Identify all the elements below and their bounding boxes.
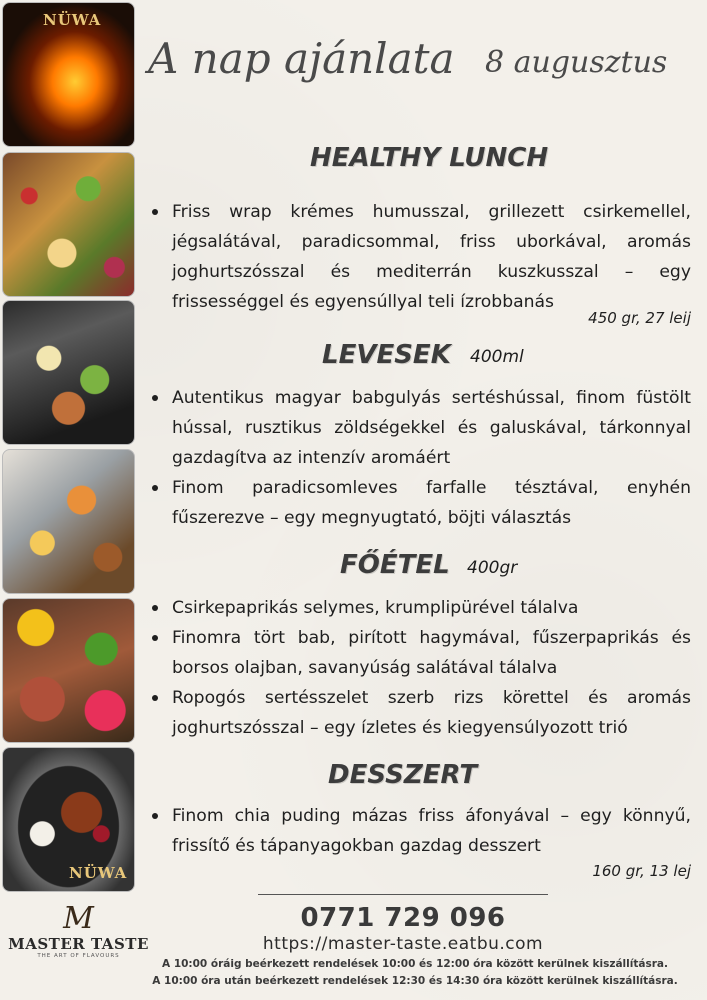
menu-date: 8 augusztus	[485, 45, 668, 80]
photo-flaming-pan	[2, 2, 135, 147]
list-item: Ropogós sertésszelet szerb rizs körettel és aromás joghurtszósszal – egy ízletes és kiegyensúlyozott trió	[150, 683, 691, 743]
brand-tagline: THE ART OF FLAVOURS	[37, 953, 120, 959]
soups-portion: 400ml	[470, 347, 524, 367]
menu-title: A nap ajánlata	[148, 34, 455, 83]
photo-dessert-box	[2, 747, 135, 892]
list-item: Finomra tört bab, pirított hagymával, fűszerpaprikás és borsos olajban, savanyúság salátával tálalva	[150, 623, 691, 683]
photo-platter	[2, 152, 135, 297]
master-taste-logo	[6, 903, 151, 959]
list-item: Autentikus magyar babgulyás sertéshússal, finom füstölt hússal, rusztikus zöldségekkel és galuskával, tárkonnyal gazdagítva az intenzív aromáért	[150, 383, 691, 473]
list-item: Finom chia puding mázas friss áfonyával – egy könnyű, frissítő és tápanyagokban gazdag desszert	[150, 801, 691, 861]
photo-lunch-box	[2, 300, 135, 445]
dessert-price: 160 gr, 13 lej	[592, 862, 691, 880]
phone-number[interactable]: 0771 729 096	[300, 903, 506, 933]
photo-roast-plate	[2, 598, 135, 743]
healthy-lunch-price: 450 gr, 27 leij	[588, 309, 691, 327]
photo-appetizers	[2, 449, 135, 594]
nuwa-logo-bottom: NÜWA	[69, 864, 128, 882]
section-title-healthy-lunch: HEALTHY LUNCH	[310, 143, 549, 173]
soups-list	[150, 383, 691, 533]
list-item: Finom paradicsomleves farfalle tésztával, enyhén fűszerezve – egy megnyugtató, böjti választás	[150, 473, 691, 533]
brand-mark-icon: M	[63, 901, 94, 936]
list-item: Friss wrap krémes humusszal, grillezett csirkemellel, jégsalátával, paradicsommal, friss uborkával, aromás joghurtszósszal és mediterrán kuszkusszal – egy frissességgel és egyensúllyal teli ízrobbanás	[150, 197, 691, 317]
dessert-list	[150, 801, 691, 861]
mains-list	[150, 593, 691, 743]
brand-name: MASTER TASTE	[8, 935, 149, 953]
photo-strip	[2, 2, 134, 892]
footer-divider	[258, 894, 548, 895]
delivery-note-morning: A 10:00 óráig beérkezett rendelések 10:00 és 12:00 óra között kerülnek kiszállításra.	[162, 958, 668, 970]
section-title-soups: LEVESEK	[322, 340, 451, 370]
mains-portion: 400gr	[467, 558, 518, 578]
healthy-lunch-list	[150, 197, 691, 317]
section-title-dessert: DESSZERT	[328, 760, 478, 790]
list-item: Csirkepaprikás selymes, krumplipürével tálalva	[150, 593, 691, 623]
delivery-note-afternoon: A 10:00 óra után beérkezett rendelések 12:30 és 14:30 óra között kerülnek kiszállításra.	[152, 975, 678, 987]
website-link[interactable]: https://master-taste.eatbu.com	[262, 934, 544, 954]
section-title-mains: FŐÉTEL	[340, 550, 450, 580]
nuwa-logo-top: NÜWA	[43, 11, 102, 29]
